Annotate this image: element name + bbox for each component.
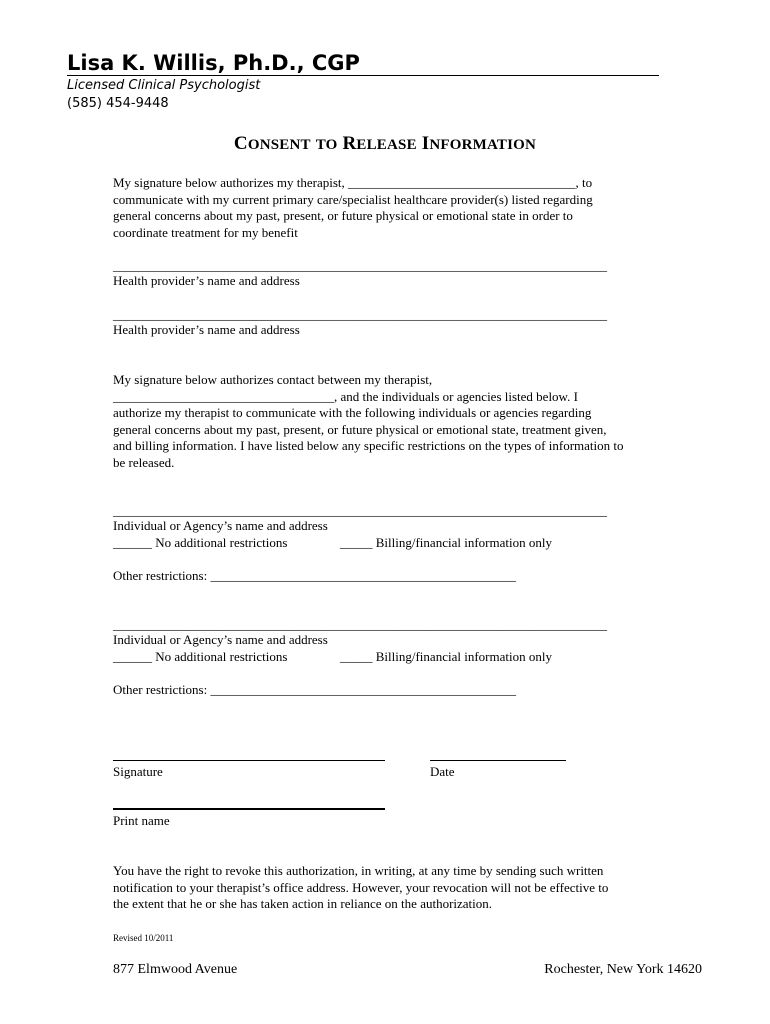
header-name: Lisa K. Willis, Ph.D., CGP — [67, 51, 360, 75]
agency-authorization-paragraph: My signature below authorizes contact between my therapist, __________________________________, and the individuals or agencies listed below. I authorize my therapist to communicate with the following individuals or agencies regarding general concerns about my past, present, or future physical or emotional state, treatment given, and billing information. I have listed below any specific restrictions on the types of information to be released. — [113, 372, 624, 470]
footer-city: Rochester, New York 14620 — [544, 962, 702, 977]
footer-address: 877 Elmwood Avenue — [113, 962, 238, 977]
header-phone: (585) 454-9448 — [67, 96, 169, 111]
revised-date: Revised 10/2011 — [113, 933, 174, 943]
print-name-line[interactable] — [113, 808, 385, 810]
agency-1-billing-option[interactable]: _____ Billing/financial information only — [340, 535, 552, 550]
document-title: CONSENT TO RELEASE INFORMATION — [233, 133, 537, 154]
signature-line[interactable] — [113, 760, 385, 761]
agency-1-line[interactable]: ____________________________________________________________________________ — [113, 503, 607, 518]
provider-2-label: Health provider’s name and address — [113, 322, 300, 337]
date-line[interactable] — [430, 760, 566, 761]
provider-2-line[interactable]: ____________________________________________________________________________ — [113, 307, 607, 322]
print-name-label: Print name — [113, 813, 170, 828]
agency-2-line[interactable]: ____________________________________________________________________________ — [113, 617, 607, 632]
header-rule — [67, 75, 659, 76]
agency-1-other-restrictions[interactable]: Other restrictions: _______________________________________________ — [113, 568, 516, 583]
date-label: Date — [430, 764, 455, 779]
agency-2-other-restrictions[interactable]: Other restrictions: _______________________________________________ — [113, 682, 516, 697]
signature-label: Signature — [113, 764, 163, 779]
agency-1-no-restrictions-option[interactable]: ______ No additional restrictions — [113, 535, 288, 550]
provider-authorization-paragraph: My signature below authorizes my therapist, ___________________________________, to communicate with my current primary care/specialist healthcare provider(s) listed regarding general concerns about my past, present, or future physical or emotional state in order to coordinate treatment for my benefit — [113, 175, 593, 240]
header-subtitle: Licensed Clinical Psychologist — [67, 78, 261, 93]
revocation-notice: You have the right to revoke this authorization, in writing, at any time by sending such written notification to your therapist’s office address. However, your revocation will not be effective to the extent that he or she has taken action in reliance on the authorization. — [113, 863, 609, 911]
agency-1-label: Individual or Agency’s name and address — [113, 518, 328, 533]
agency-2-no-restrictions-option[interactable]: ______ No additional restrictions — [113, 649, 288, 664]
provider-1-line[interactable]: ____________________________________________________________________________ — [113, 258, 607, 273]
agency-2-label: Individual or Agency’s name and address — [113, 632, 328, 647]
provider-1-label: Health provider’s name and address — [113, 273, 300, 288]
agency-2-billing-option[interactable]: _____ Billing/financial information only — [340, 649, 552, 664]
